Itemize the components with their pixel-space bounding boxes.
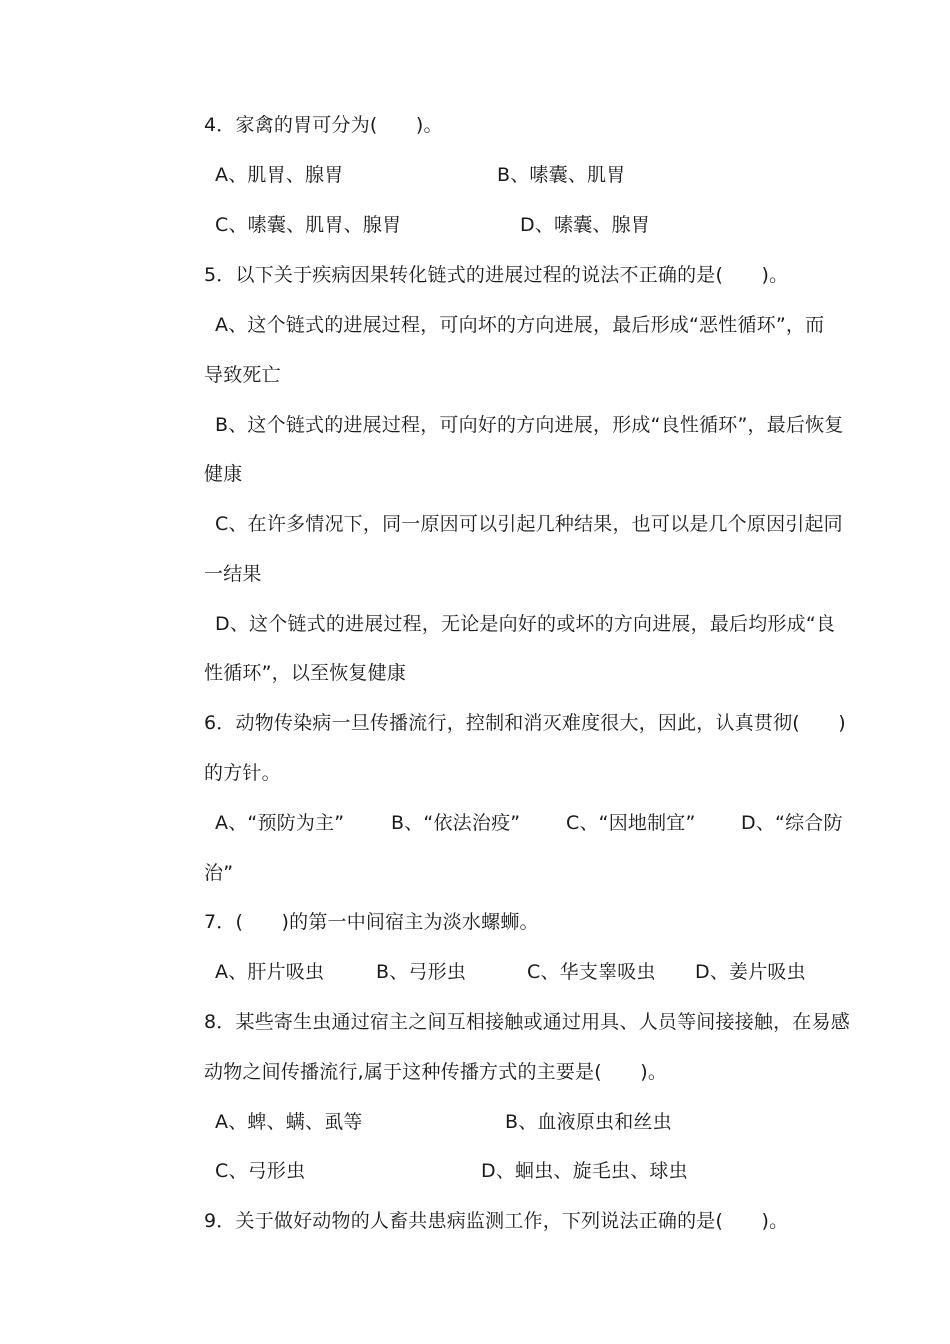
q5-option-a-line1: A、这个链式的进展过程，可向坏的方向进展，最后形成“恶性循环”，而 [215, 314, 825, 336]
q8-question-line2: 动物之间传播流行,属于这种传播方式的主要是( )。 [204, 1061, 668, 1083]
q4-option-b: B、嗉囊、肌胃 [497, 164, 626, 186]
q7-option-d: D、姜片吸虫 [695, 961, 806, 983]
q6-option-d-line1: D、“综合防 [741, 812, 843, 834]
q9-question: 9．关于做好动物的人畜共患病监测工作，下列说法正确的是( )。 [204, 1210, 789, 1232]
q6-option-d-line2: 治” [204, 862, 234, 884]
q4-option-a: A、肌胃、腺胃 [215, 164, 344, 186]
q5-option-b-line1: B、这个链式的进展过程，可向好的方向进展，形成“良性循环”，最后恢复 [215, 414, 844, 436]
q4-option-d: D、嗉囊、腺胃 [520, 214, 651, 236]
q5-question: 5．以下关于疾病因果转化链式的进展过程的说法不正确的是( )。 [204, 264, 789, 286]
q8-option-b: B、血液原虫和丝虫 [505, 1111, 672, 1133]
q5-option-c-line2: 一结果 [204, 563, 262, 585]
q7-option-a: A、肝片吸虫 [215, 961, 325, 983]
q7-option-b: B、弓形虫 [376, 961, 467, 983]
q5-option-c-line1: C、在许多情况下，同一原因可以引起几种结果，也可以是几个原因引起同 [215, 513, 843, 535]
q6-question-line1: 6．动物传染病一旦传播流行，控制和消灭难度很大，因此，认真贯彻( ) [204, 712, 846, 734]
q8-option-a: A、蜱、螨、虱等 [215, 1111, 363, 1133]
q4-question: 4．家禽的胃可分为( )。 [204, 114, 443, 136]
q7-option-c: C、华支睾吸虫 [527, 961, 656, 983]
q6-option-b: B、“依法治疫” [391, 812, 521, 834]
q8-question-line1: 8．某些寄生虫通过宿主之间互相接触或通过用具、人员等间接接触，在易感 [204, 1011, 850, 1033]
q6-question-line2: 的方针。 [204, 762, 281, 784]
q6-option-c: C、“因地制宜” [566, 812, 696, 834]
q8-option-d: D、蛔虫、旋毛虫、球虫 [481, 1160, 688, 1182]
q5-option-d-line2: 性循环”，以至恢复健康 [204, 662, 407, 684]
q5-option-d-line1: D、这个链式的进展过程，无论是向好的或坏的方向进展，最后均形成“良 [215, 613, 836, 635]
q6-option-a: A、“预防为主” [215, 812, 345, 834]
q5-option-a-line2: 导致死亡 [204, 364, 281, 386]
q5-option-b-line2: 健康 [204, 463, 243, 485]
q4-option-c: C、嗉囊、肌胃、腺胃 [215, 214, 402, 236]
q8-option-c: C、弓形虫 [215, 1160, 306, 1182]
q7-question: 7．( )的第一中间宿主为淡水螺蛳。 [204, 911, 539, 933]
